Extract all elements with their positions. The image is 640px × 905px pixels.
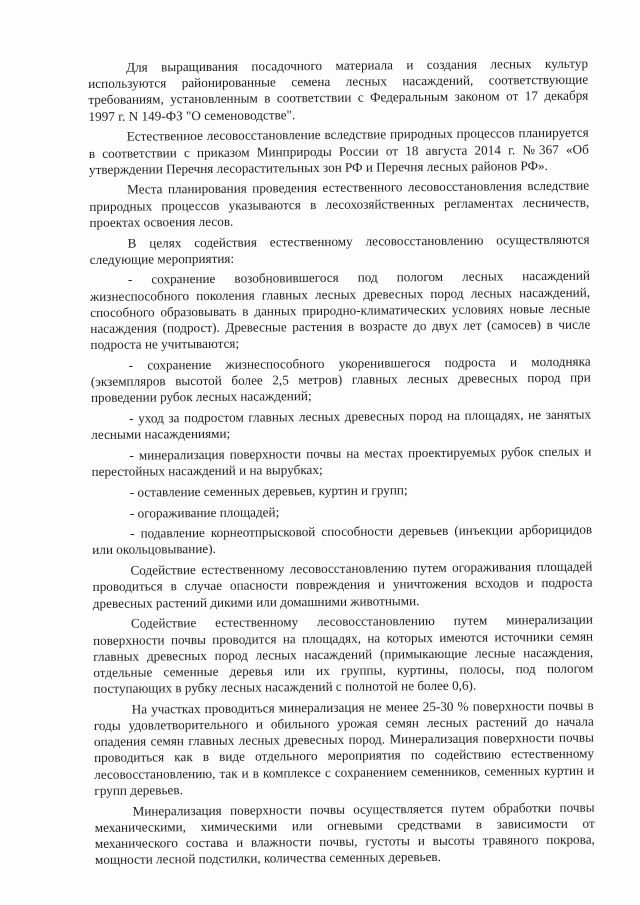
paragraph-mineralization-areas: Содействие естественному лесовосстановлению путем минерализации поверхности почвы проводится на площадях, на которых имеются источники семян главных древесных пород лесных насаждений (примыкающие лесные насаждения, отдельные семенные деревья или их группы, куртины, полосы, под пологом поступающих в рубку лесных насаждений с полнотой не более 0,6). bbox=[92, 611, 594, 697]
paragraph-natural-regeneration-order: Естественное лесовосстановление вследствие природных процессов планируется в соответствии с приказом Минприроды России от 18 августа 2014 г. №367 «Об утверждении Перечня лесорастительных зон РФ и Перечня лесных районов РФ». bbox=[88, 124, 589, 177]
list-item-fencing: - огораживание площадей; bbox=[129, 503, 280, 521]
list-item-seed-trees: - оставление семенных деревьев, куртин и групп; bbox=[129, 482, 408, 500]
paragraph-seed-material: Для выращивания посадочного материала и создания лесных культур используются районированные семена лесных насаждений, соответствующие требованиям, установленным в соответствии с Федеральным законом от 17 декабря 1997 г. N 149-ФЗ "О семеноводстве". bbox=[88, 55, 589, 124]
list-item-care-regrowth: - уход за подростом главных лесных древесных пород на площадях, не занятых лесными насаждениями; bbox=[91, 406, 592, 443]
list-item-soil-mineralization: - минерализация поверхности почвы на местах проектируемых рубок спелых и перестойных насаждений и на вырубках; bbox=[91, 443, 592, 480]
paragraph-fencing: Содействие естественному лесовосстановлению путем огораживания площадей проводиться в случае опасности повреждения и уничтожения всходов и подроста древесных растений дикими или домашними животными. bbox=[92, 558, 593, 611]
document-body bbox=[88, 56, 595, 873]
list-item-suppress-root-suckers: - подавление корнеотпрысковой способности деревьев (инъекции арборицидов или окольцовывание). bbox=[92, 521, 593, 558]
paragraph-mineralization-methods: Минерализация поверхности почвы осуществляется путем обработки почвы механическими, химическими или огневыми средствами в зависимости от механического состава и влажности почвы, густоты и высоты травяного покрова, мощности лесной подстилки, количества семенных деревьев. bbox=[94, 799, 595, 868]
paragraph-mineralization-percent: На участках проводиться минерализация не менее 25-30 % поверхности почвы в годы удовлетворительного и обильного урожая семян лесных растений до начала опадения семян главных лесных древесных пород. Минерализация поверхности почвы проводиться как в виде отдельного мероприятия по содействию естественному лесовосстановлению, так и в комплексе с сохранением семенников, семенных куртин и групп деревьев. bbox=[93, 697, 595, 798]
paragraph-planning-places: Места планирования проведения естественного лесовосстановления вследствие природных процессов указываются в лесохозяйственных регламентах лесничеств, проектах освоения лесов. bbox=[89, 178, 590, 230]
list-item-preserve-young-growth: - сохранение жизнеспособного укоренившегося подроста и молодняка (экземпляров высотой более 2,5 метров) главных лесных древесных пород при проведении рубок лесных насаждений; bbox=[90, 353, 591, 406]
paragraph-measures-intro: В целях содействия естественному лесовосстановлению осуществляются следующие мероприятия: bbox=[89, 231, 590, 267]
list-item-preserve-regrowth: - сохранение возобновившегося под пологом лесных насаждений жизнеспособного поколения главных лесных древесных пород лесных насаждений, способного образовывать в данных природно-климатических условиях новые лесные насаждения (подрост). Древесные растения в возрасте до двух лет (самосев) в числе подроста не учитываются; bbox=[89, 268, 591, 353]
